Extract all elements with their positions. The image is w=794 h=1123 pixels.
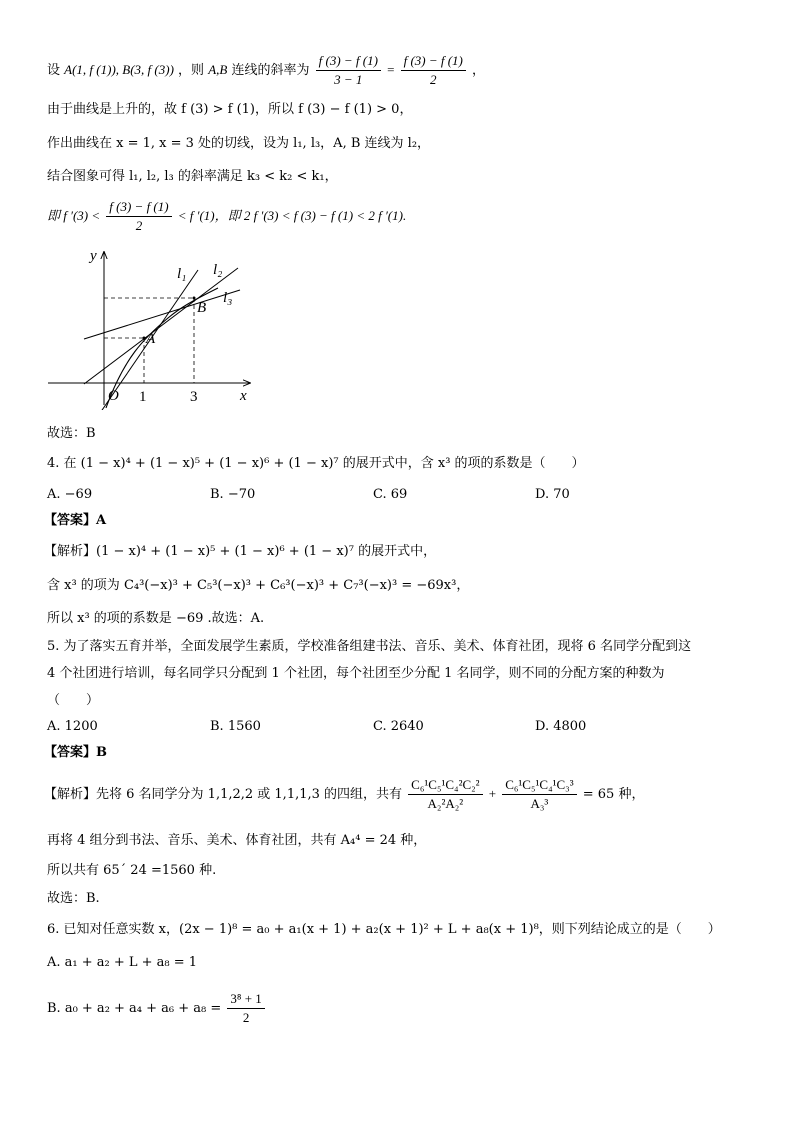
numerator: f (3) − f (1) (316, 52, 381, 71)
text: 【解析】先将 6 名同学分为 1,1,2,2 或 1,1,1,3 的四组，共有 (44, 787, 403, 802)
label-l1: l₁ (177, 266, 187, 282)
q5-option-d: D. 4800 (535, 719, 587, 734)
q4-option-c: C. 69 (373, 487, 408, 502)
question-5-stem: （ ） (47, 693, 100, 708)
fraction (316, 52, 381, 89)
y-label: y (90, 248, 97, 264)
q4-explanation: 【解析】(1 − x)⁴ + (1 − x)⁵ + (1 − x)⁶ + (1 − x)⁷ 的展开式中， (44, 544, 437, 559)
q5-option-c: C. 2640 (373, 719, 424, 734)
denominator: 2 (429, 72, 437, 87)
denominator: A₂²A₂² (427, 796, 464, 811)
numerator: 3⁸ + 1 (227, 990, 264, 1009)
x-label: x (240, 388, 247, 404)
q5-choice: 故选：B. (47, 891, 100, 906)
tangent-l3 (84, 290, 240, 339)
text-line: 结合图象可得 l₁, l₂, l₃ 的斜率满足 k₃ < k₂ < k₁， (47, 169, 338, 184)
q4-option-b: B. −70 (210, 487, 256, 502)
fraction (106, 198, 171, 235)
tick-3: 3 (190, 389, 198, 405)
numerator: f (3) − f (1) (106, 198, 171, 217)
text-line: 作出曲线在 x = 1, x = 3 处的切线，设为 l₁, l₃，A, B 连线为 l₂， (47, 136, 431, 151)
q5-option-b: B. 1560 (210, 719, 261, 734)
text: = 65 种， (582, 787, 645, 802)
q5-explanation: 再将 4 组分到书法、音乐、美术、体育社团，共有 A₄⁴ = 24 种， (47, 833, 427, 848)
q4-option-a: A. −69 (47, 487, 93, 502)
q6-option-b (47, 990, 267, 1027)
secant-l2 (84, 268, 238, 384)
numerator: C₆¹C₅¹C₄²C₂² (408, 776, 482, 795)
text-line-inequality (47, 198, 406, 235)
text: 连线的斜率为 (231, 63, 310, 78)
q4-explanation: 所以 x³ 的项的系数是 −69 .故选：A. (47, 611, 265, 626)
label-l2: l₂ (213, 262, 223, 278)
text-line: 由于曲线是上升的，故 f (3) > f (1)，所以 f (3) − f (1) > 0， (47, 102, 413, 117)
question-6-stem: 6. 已知对任意实数 x，(2x − 1)⁸ = a₀ + a₁(x + 1) + a₂(x + 1)² + L + a₈(x + 1)⁸，则下列结论成立的是（ ） (47, 922, 721, 937)
q5-answer: 【答案】B (44, 745, 107, 760)
denominator: 2 (135, 218, 143, 233)
numerator: f (3) − f (1) (401, 52, 466, 71)
q5-explanation: 所以共有 65´ 24 =1560 种. (47, 863, 217, 878)
q5-explanation-line (44, 776, 644, 813)
tick-1: 1 (139, 389, 147, 405)
text: ，则 (178, 63, 205, 78)
fraction (502, 776, 576, 813)
label-a: A (146, 331, 156, 347)
points-ab: A(1, f (1)), B(3, f (3)) (64, 62, 174, 77)
choice-result: 故选：B (47, 426, 96, 441)
question-5-stem: 5. 为了落实五育并举，全面发展学生素质，学校准备组建书法、音乐、美术、体育社团，现将 6 名同学分配到这 (47, 639, 692, 654)
text-line-slope: 设 A(1, f (1)), B(3, f (3)) ，则 A,B 连线的斜率为 $\frac{f (3) - f (1)}{3 - 1}$ = $\frac{f (3) - f (1)}{2}$ ， (47, 53, 486, 87)
point-b (193, 297, 196, 300)
tangent-lines-graph (40, 240, 270, 410)
label-l3: l₃ (223, 290, 233, 306)
numerator: C₆¹C₅¹C₄¹C₃³ (502, 776, 576, 795)
denominator: A₃³ (530, 796, 549, 811)
text: 即 f ′(3) < (47, 208, 101, 223)
origin-label: O (108, 388, 119, 404)
denominator: 3 − 1 (334, 72, 363, 87)
plus-sign: + (488, 786, 497, 801)
fraction (227, 990, 264, 1027)
question-4-stem: 4. 在 (1 − x)⁴ + (1 − x)⁵ + (1 − x)⁶ + (1 − x)⁷ 的展开式中，含 x³ 的项的系数是（ ） (47, 456, 585, 471)
text: 设 (47, 63, 61, 78)
q4-explanation: 含 x³ 的项为 C₄³(−x)³ + C₅³(−x)³ + C₆³(−x)³ + C₇³(−x)³ = −69x³， (47, 578, 470, 593)
fraction (408, 776, 482, 813)
label-b: B (197, 300, 207, 316)
q5-option-a: A. 1200 (47, 719, 98, 734)
text: B. a₀ + a₂ + a₄ + a₆ + a₈ = (47, 1001, 222, 1016)
q6-option-a: A. a₁ + a₂ + L + a₈ = 1 (47, 955, 198, 970)
question-5-stem: 4 个社团进行培训，每名同学只分配到 1 个社团，每个社团至少分配 1 名同学，则不同的分配方案的种数为 (47, 666, 665, 681)
text: < f ′(1)，即 2 f ′(3) < f (3) − f (1) < 2 f ′(1). (177, 208, 407, 223)
denominator: 2 (242, 1010, 250, 1025)
q4-option-d: D. 70 (535, 487, 570, 502)
ab-label: A,B (208, 62, 228, 77)
fraction (401, 52, 466, 89)
q4-answer: 【答案】A (44, 513, 107, 528)
